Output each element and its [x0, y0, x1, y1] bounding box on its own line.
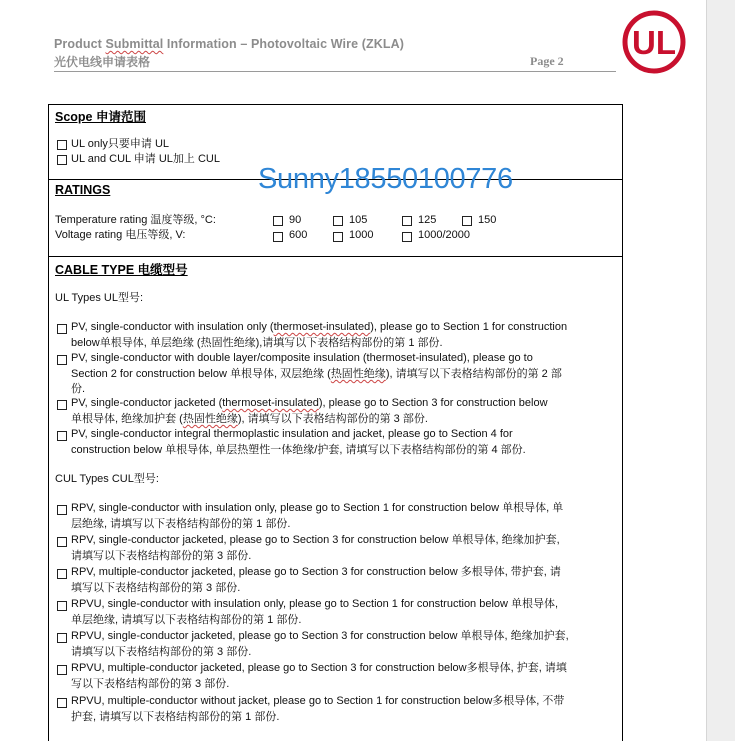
cul-type-5-line: 请填写以下表格结构部份的第 3 部份.	[71, 646, 252, 658]
voltage-rating-label: Voltage rating 电压等级, V:	[55, 229, 186, 241]
cul-types-label: CUL Types CUL型号:	[55, 473, 159, 485]
cable-type-heading: CABLE TYPE 电缆型号	[55, 263, 188, 277]
scope-ul-only-label: UL only只要申请 UL	[71, 138, 170, 150]
ul-type-pv-3-line: 单根导体, 绝缘加护套 (热固性绝缘), 请填写以下表格结构部份的第 3 部份.	[71, 413, 428, 425]
cul-type-6-line: 写以下表格结构部份的第 3 部份.	[71, 678, 230, 690]
cul-type-6-checkbox[interactable]	[57, 665, 67, 675]
volt-1000-label: 1000	[349, 229, 374, 241]
viewer-background	[706, 0, 735, 741]
ul-logo-icon	[620, 10, 688, 74]
temperature-rating-label: Temperature rating 温度等级, °C:	[55, 214, 216, 226]
cul-type-2-line: RPV, single-conductor jacketed, please go to Section 3 for construction below 单根导体, 绝缘加护套,	[71, 534, 560, 546]
temp-105-checkbox[interactable]	[333, 216, 343, 226]
ul-type-pv-1-line: PV, single-conductor with insulation only (thermoset-insulated), please go to Section 1 for construction	[71, 321, 568, 333]
ul-type-pv-3-checkbox[interactable]	[57, 400, 67, 410]
document-subtitle: 光伏电线申请表格	[54, 55, 151, 69]
watermark-text: Sunny18550100776	[258, 163, 513, 195]
volt-600-checkbox[interactable]	[273, 232, 283, 242]
ratings-heading: RATINGS	[55, 183, 111, 197]
temp-125-label: 125	[418, 214, 437, 226]
cul-type-7-line: RPVU, multiple-conductor without jacket, please go to Section 1 for construction below多根导体, 不带	[71, 695, 565, 707]
scope-ul-only-checkbox[interactable]	[57, 140, 67, 150]
header-divider	[54, 71, 616, 72]
cul-type-6-line: RPVU, multiple-conductor jacketed, please go to Section 3 for construction below多根导体, 护套, 请填	[71, 662, 567, 674]
temp-150-label: 150	[478, 214, 497, 226]
submittal-form	[48, 104, 623, 741]
cul-type-4-checkbox[interactable]	[57, 601, 67, 611]
cul-type-2-checkbox[interactable]	[57, 537, 67, 547]
cul-type-3-line: RPV, multiple-conductor jacketed, please go to Section 3 for construction below 多根导体, 带护套, 请	[71, 566, 561, 578]
ul-type-pv-2-line: 份.	[71, 383, 86, 395]
temp-150-checkbox[interactable]	[462, 216, 472, 226]
cul-type-2-line: 请填写以下表格结构部份的第 3 部份.	[71, 550, 252, 562]
ul-type-pv-3-line: PV, single-conductor jacketed (thermoset-insulated), please go to Section 3 for construction below	[71, 397, 548, 409]
ul-type-pv-1-checkbox[interactable]	[57, 324, 67, 334]
ul-types-label: UL Types UL型号:	[55, 292, 144, 304]
ul-type-pv-2-line: PV, single-conductor with double layer/composite insulation (thermoset-insulated), please go to	[71, 352, 533, 364]
ul-type-pv-4-line: construction below 单根导体, 单层热塑性一体绝缘/护套, 请填写以下表格结构部份的第 4 部份.	[71, 444, 526, 456]
page-number: Page 2	[530, 54, 564, 68]
document-title: Product Submittal Information – Photovoltaic Wire (ZKLA)	[54, 37, 404, 51]
logo-text: UL	[632, 24, 676, 61]
cul-type-3-checkbox[interactable]	[57, 569, 67, 579]
cul-type-3-line: 填写以下表格结构部份的第 3 部份.	[71, 582, 241, 594]
cul-type-4-line: 单层绝缘, 请填写以下表格结构部份的第 1 部份.	[71, 614, 302, 626]
temp-90-checkbox[interactable]	[273, 216, 283, 226]
volt-1000-2000-label: 1000/2000	[418, 229, 470, 241]
temp-90-label: 90	[289, 214, 302, 226]
volt-1000-2000-checkbox[interactable]	[402, 232, 412, 242]
ul-type-pv-4-line: PV, single-conductor integral thermoplastic insulation and jacket, please go to Section 4 for	[71, 428, 513, 440]
cul-type-4-line: RPVU, single-conductor with insulation only, please go to Section 1 for construction below 单根导体,	[71, 598, 559, 610]
cul-type-5-line: RPVU, single-conductor jacketed, please go to Section 3 for construction below 单根导体, 绝缘加护套,	[71, 630, 569, 642]
cul-type-7-checkbox[interactable]	[57, 698, 67, 708]
cul-type-1-line: RPV, single-conductor with insulation only, please go to Section 1 for construction below 单根导体, 单	[71, 502, 564, 514]
ul-type-pv-1-line: below单根导体, 单层绝缘 (热固性绝缘),请填写以下表格结构部份的第 1 部份.	[71, 337, 443, 349]
ul-type-pv-2-line: Section 2 for construction below 单根导体, 双层绝缘 (热固性绝缘), 请填写以下表格结构部份的第 2 部	[71, 368, 562, 380]
volt-1000-checkbox[interactable]	[333, 232, 343, 242]
temp-125-checkbox[interactable]	[402, 216, 412, 226]
scope-ul-cul-label: UL and CUL 申请 UL加上 CUL	[71, 153, 220, 165]
scope-heading: Scope 申请范围	[55, 110, 146, 124]
cul-type-5-checkbox[interactable]	[57, 633, 67, 643]
cul-type-1-checkbox[interactable]	[57, 505, 67, 515]
temp-105-label: 105	[349, 214, 368, 226]
cul-type-7-line: 护套, 请填写以下表格结构部份的第 1 部份.	[71, 711, 280, 723]
cul-type-1-line: 层绝缘, 请填写以下表格结构部份的第 1 部份.	[71, 518, 291, 530]
volt-600-label: 600	[289, 229, 308, 241]
scope-ul-cul-checkbox[interactable]	[57, 155, 67, 165]
section-divider	[49, 256, 622, 257]
ul-type-pv-2-checkbox[interactable]	[57, 355, 67, 365]
ul-type-pv-4-checkbox[interactable]	[57, 431, 67, 441]
